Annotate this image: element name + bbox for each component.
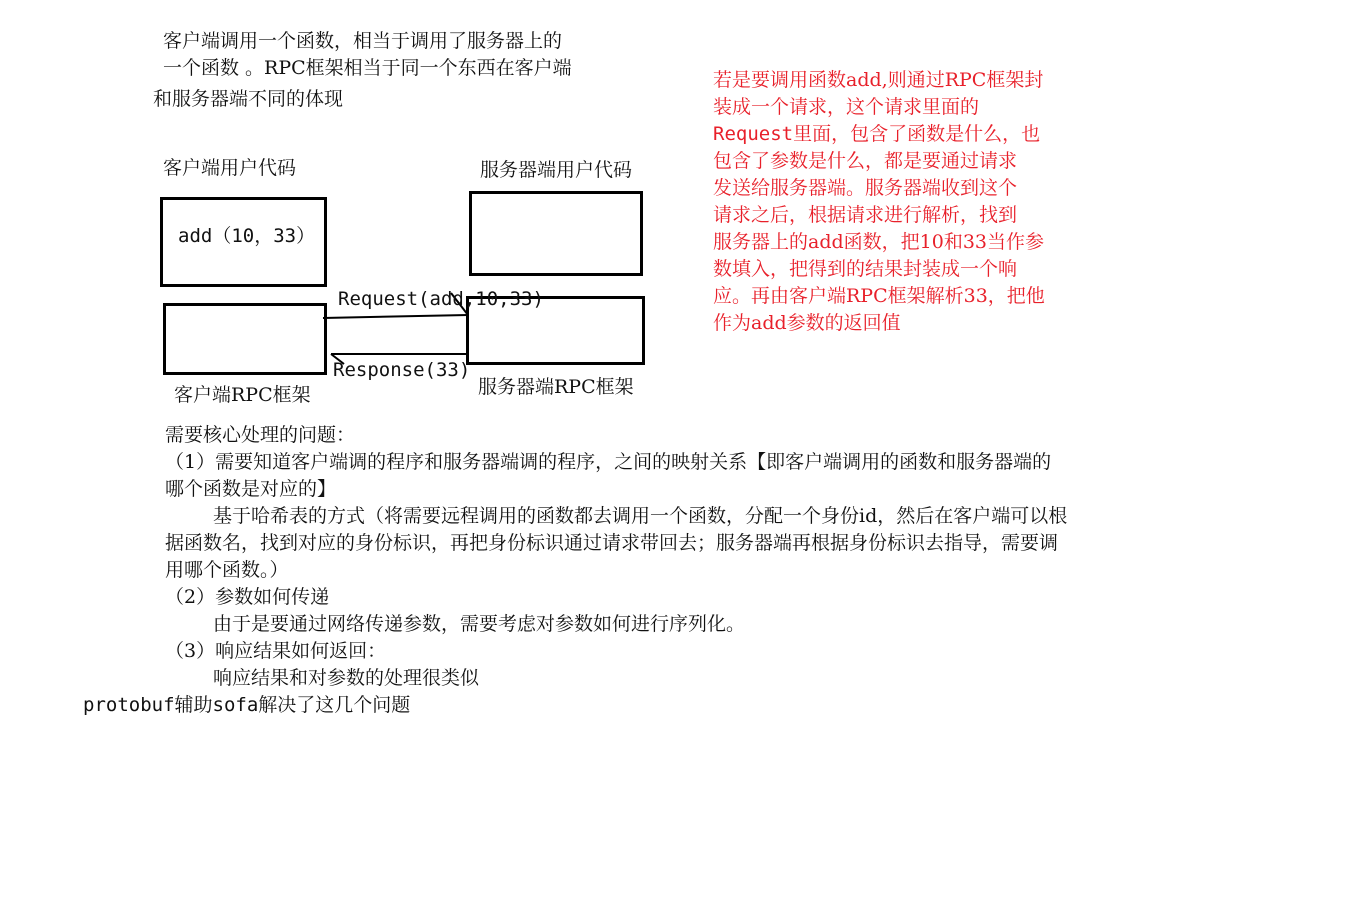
note-line: 若是要调用函数add,则通过RPC框架封 — [713, 69, 1044, 91]
note-line: 应。再由客户端RPC框架解析33，把他 — [713, 285, 1045, 307]
issue-line: （1）需要知道客户端调的程序和服务器端调的程序，之间的映射关系【即客户端调用的函数和服务器端的 — [165, 451, 1052, 473]
issue-line: 据函数名，找到对应的身份标识，再把身份标识通过请求带回去；服务器端再根据身份标识去指导，需要调 — [165, 532, 1059, 554]
client-rpc-label: 客户端RPC框架 — [174, 384, 311, 406]
request-label: Request(add,10,33) — [338, 288, 544, 310]
note-line: 装成一个请求，这个请求里面的 — [713, 96, 980, 118]
response-label: Response(33) — [333, 359, 471, 381]
issues-heading: 需要核心处理的问题： — [165, 424, 356, 446]
note-line: 作为add参数的返回值 — [713, 312, 901, 334]
client-user-code-label: 客户端用户代码 — [163, 157, 297, 179]
issue-line: （3）响应结果如何返回： — [165, 640, 387, 662]
note-line: 发送给服务器端。服务器端收到这个 — [713, 177, 1018, 199]
intro-line-2: 一个函数 。RPC框架相当于同一个东西在客户端 — [163, 57, 572, 79]
server-rpc-label: 服务器端RPC框架 — [478, 376, 634, 398]
issue-line: 响应结果和对参数的处理很类似 — [213, 667, 480, 689]
note-line: Request里面，包含了函数是什么，也 — [713, 123, 1041, 145]
issue-line: 由于是要通过网络传递参数，需要考虑对参数如何进行序列化。 — [213, 613, 746, 635]
issue-line: （2）参数如何传递 — [165, 586, 330, 608]
note-line: 服务器上的add函数，把10和33当作参 — [713, 231, 1045, 253]
request-arrow — [323, 315, 468, 318]
issue-line: 用哪个函数。） — [165, 559, 289, 581]
client-call-text: add（10，33） — [178, 225, 316, 247]
issue-line: 哪个函数是对应的】 — [165, 478, 337, 500]
note-line: 包含了参数是什么，都是要通过请求 — [713, 150, 1018, 172]
intro-line-3: 和服务器端不同的体现 — [153, 88, 344, 110]
issue-line: 基于哈希表的方式（将需要远程调用的函数都去调用一个函数，分配一个身份id，然后在客户端可以根 — [213, 505, 1068, 527]
note-line: 请求之后，根据请求进行解析，找到 — [713, 204, 1018, 226]
footer-line: protobuf辅助sofa解决了这几个问题 — [83, 694, 411, 716]
note-line: 数填入，把得到的结果封装成一个响 — [713, 258, 1018, 280]
server-user-code-label: 服务器端用户代码 — [480, 159, 633, 181]
intro-line-1: 客户端调用一个函数，相当于调用了服务器上的 — [163, 30, 563, 52]
